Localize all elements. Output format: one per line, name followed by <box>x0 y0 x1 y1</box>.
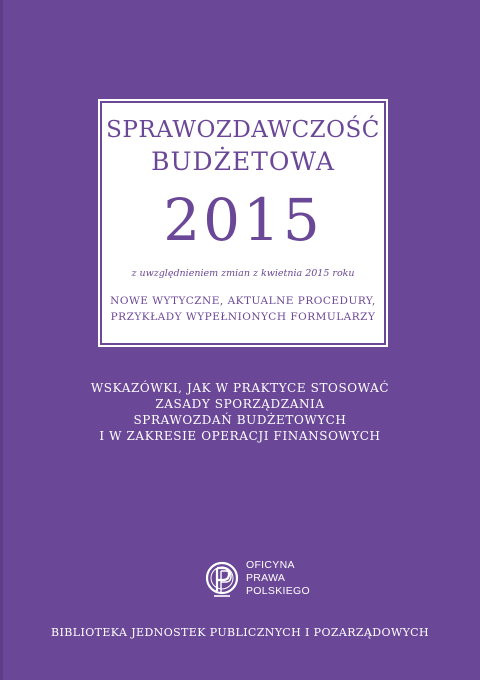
title-line-2: BUDŻETOWA <box>151 147 335 176</box>
title-line-1: SPRAWOZDAWCZOŚĆ <box>106 117 380 143</box>
subtitle: z uwzględnieniem zmian z kwietnia 2015 roku <box>131 268 355 279</box>
lead-line: WSKAZÓWKI, JAK W PRAKTYCE STOSOWAĆ <box>90 381 390 395</box>
publisher-name-line: OFICYNA <box>246 559 295 571</box>
oficyna-prawa-polskiego-logo-icon <box>204 556 244 604</box>
lead-line: ZASADY SPORZĄDZANIA <box>155 397 325 411</box>
spine-edge <box>0 0 3 680</box>
description-line: NOWE WYTYCZNE, AKTUALNE PROCEDURY, <box>110 295 376 307</box>
description <box>100 293 386 325</box>
title-year: 2015 <box>163 186 323 254</box>
title-box <box>98 99 388 347</box>
publisher-name-line: PRAWA <box>246 572 286 584</box>
description-line: PRZYKŁADY WYPEŁNIONYCH FORMULARZY <box>110 311 376 323</box>
publisher <box>204 556 334 606</box>
publisher-name <box>246 559 310 598</box>
series-title: BIBLIOTEKA JEDNOSTEK PUBLICZNYCH I POZARZĄDOWYCH <box>51 626 429 639</box>
lead-line: SPRAWOZDAŃ BUDŻETOWYCH <box>133 413 347 427</box>
lead-text <box>0 380 480 444</box>
publisher-name-line: POLSKIEGO <box>246 585 310 597</box>
lead-line: I W ZAKRESIE OPERACJI FINANSOWYCH <box>99 429 381 443</box>
